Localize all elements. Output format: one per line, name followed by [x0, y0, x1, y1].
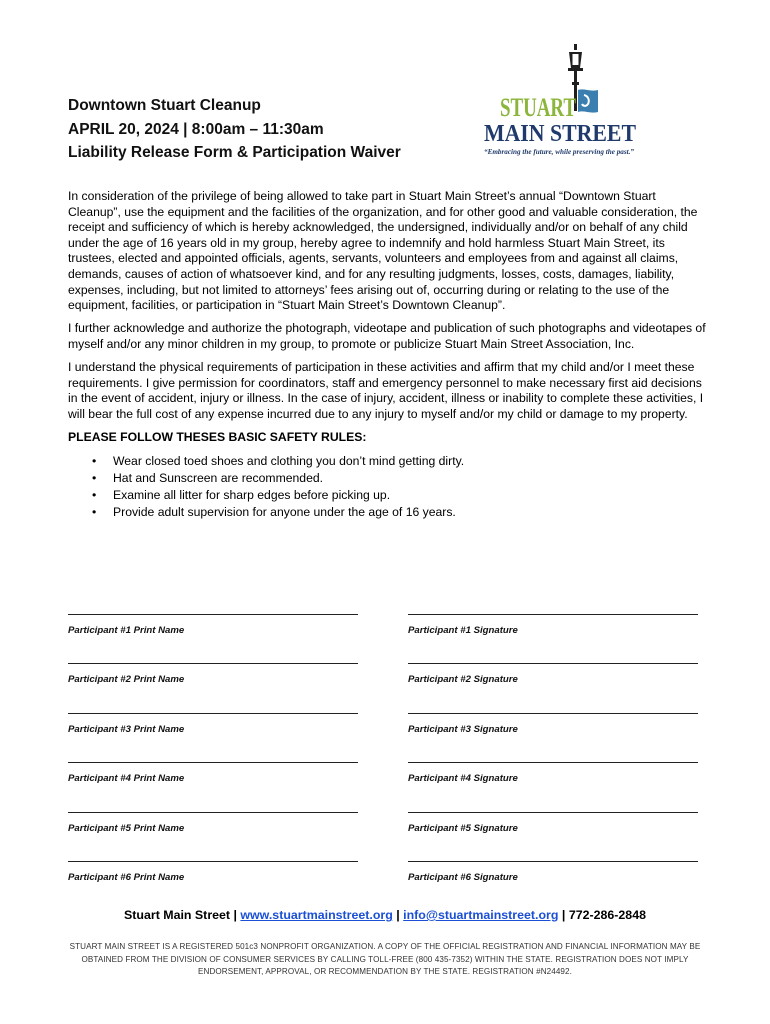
logo-word-stuart: STUART [500, 93, 576, 122]
participant-3-signature-field[interactable] [408, 703, 698, 714]
participant-1-signature-field[interactable] [408, 604, 698, 615]
footer-contact-line [0, 908, 770, 922]
participant-2-name-label: Participant #2 Print Name [68, 674, 185, 686]
event-date-time: APRIL 20, 2024 | 8:00am – 11:30am [68, 120, 324, 138]
rule-text: Examine all litter for sharp edges before picking up. [113, 488, 391, 503]
participant-6-name-label: Participant #6 Print Name [68, 871, 185, 883]
list-item [92, 454, 708, 470]
participant-3-signature-label: Participant #3 Signature [408, 723, 518, 735]
participant-6-signature-field[interactable] [408, 851, 698, 862]
bullet-icon: • [92, 488, 97, 503]
participant-1-name-label: Participant #1 Print Name [68, 625, 185, 636]
participant-1-name-field[interactable] [68, 604, 358, 615]
form-title: Liability Release Form & Participation Waiver [68, 144, 401, 161]
participant-1-signature-label: Participant #1 Signature [408, 625, 518, 636]
logo-word-main-street: MAIN STREET [484, 121, 636, 147]
signature-section [68, 604, 708, 900]
bullet-icon: • [92, 471, 97, 486]
safety-rules-heading: PLEASE FOLLOW THESES BASIC SAFETY RULES: [68, 429, 367, 444]
footer-org-name: Stuart Main Street [124, 908, 231, 922]
website-link[interactable]: www.stuartmainstreet.org [240, 908, 393, 922]
registration-disclaimer: STUART MAIN STREET IS A REGISTERED 501c3 NONPROFIT ORGANIZATION. A COPY OF THE OFFICIAL REGISTRATION AND FINANCIAL INFORMATION MAY BE OBTAINED FROM THE DIVISION OF CONSUMER SERVICES BY CALLING TOLL-FREE (800 435-7352) WITHIN THE STATE. REGISTRATION DOES NOT IMPLY ENDORSEMENT, APPROVAL, OR RECOMMENDATION BY THE STATE. REGISTRATION #N24492. [69, 942, 701, 977]
list-item [92, 471, 708, 487]
signature-row [68, 703, 708, 752]
signature-row [68, 752, 708, 801]
participant-4-signature-label: Participant #4 Signature [408, 773, 518, 785]
physical-requirements-paragraph: I understand the physical requirements of participation in these activities and affirm that my child and/or I meet these requirements. I give permission for coordinators, staff and emergency personnel to make necessary first aid decisions in the event of accident, injury or illness. In the case of injury, accident, illness or inability to complete these activities, I will bear the full cost of any expense incurred due to any injury to myself and/or my child or damage to my property. [68, 359, 704, 421]
banner-flag-icon [578, 89, 598, 112]
bullet-icon: • [92, 454, 97, 469]
signature-row [68, 802, 708, 851]
participant-5-name-label: Participant #5 Print Name [68, 822, 185, 834]
signature-row [68, 851, 708, 900]
participant-2-signature-field[interactable] [408, 653, 698, 664]
participant-2-name-field[interactable] [68, 653, 358, 664]
list-item [92, 505, 708, 521]
footer-separator: | [392, 908, 404, 922]
logo-tagline: “Embracing the future, while preserving the past.” [484, 148, 635, 156]
photo-release-paragraph: I further acknowledge and authorize the photograph, videotape and publication of such photographs and videotapes of myself and/or any minor children in my group, to promote or publicize Stuart Main Street Association, Inc. [68, 321, 706, 351]
participant-2-signature-label: Participant #2 Signature [408, 674, 518, 686]
participant-6-signature-label: Participant #6 Signature [408, 871, 518, 883]
participant-5-signature-label: Participant #5 Signature [408, 822, 518, 834]
waiver-body [68, 189, 708, 522]
safety-rules-list [68, 454, 708, 521]
footer-phone: 772-286-2848 [568, 908, 646, 922]
logo-graphic [480, 42, 640, 160]
participant-4-name-label: Participant #4 Print Name [68, 773, 185, 785]
event-title: Downtown Stuart Cleanup [68, 97, 261, 114]
rule-text: Provide adult supervision for anyone under the age of 16 years. [113, 505, 456, 520]
email-link[interactable]: info@stuartmainstreet.org [403, 908, 559, 922]
footer-separator: | [558, 908, 569, 922]
participant-4-name-field[interactable] [68, 752, 358, 763]
signature-row [68, 653, 708, 702]
participant-3-name-label: Participant #3 Print Name [68, 723, 185, 735]
release-paragraph: In consideration of the privilege of being allowed to take part in Stuart Main Street’s annual “Downtown Stuart Cleanup”, use the equipment and the facilities of the organization, and for other good and valuable consideration, the receipt and sufficiency of which is hereby acknowledged, the undersigned, individually and/or on behalf of any child under the age of 16 years old in my group, hereby agree to indemnify and hold harmless Stuart Main Street, its trustees, elected and appointed officials, agents, servants, volunteers and employees from and against all claims, demands, causes of action of whatsoever kind, and for any resulting judgments, losses, costs, damages, liability, expenses, including, but not limited to attorneys’ fees arising out of, occurring during or relating to the use of the equipment, facilities, or participation in “Stuart Main Street’s Downtown Cleanup”. [68, 189, 698, 313]
signature-row [68, 604, 708, 653]
stuart-main-street-logo [480, 42, 640, 160]
rule-text: Wear closed toed shoes and clothing you don’t mind getting dirty. [113, 454, 465, 469]
bullet-icon: • [92, 505, 97, 520]
rule-text: Hat and Sunscreen are recommended. [113, 471, 324, 486]
participant-6-name-field[interactable] [68, 851, 358, 862]
participant-5-name-field[interactable] [68, 802, 358, 813]
participant-4-signature-field[interactable] [408, 752, 698, 763]
participant-3-name-field[interactable] [68, 703, 358, 714]
list-item [92, 488, 708, 504]
footer-separator: | [230, 908, 241, 922]
participant-5-signature-field[interactable] [408, 802, 698, 813]
form-header [68, 94, 468, 165]
